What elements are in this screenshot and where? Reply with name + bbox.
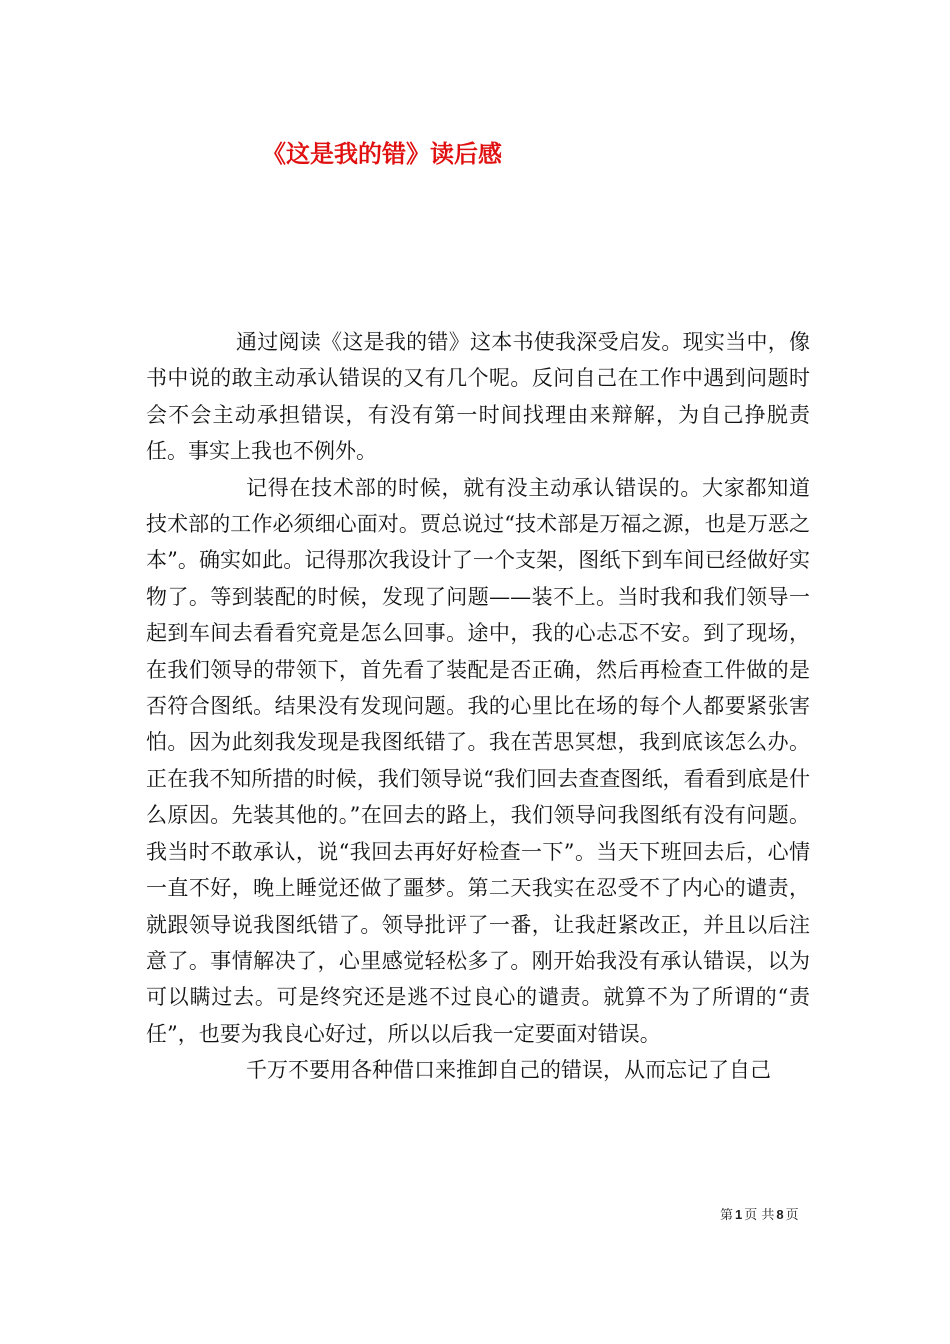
footer-suffix: 页 [785, 1208, 799, 1223]
footer-middle: 页 共 [744, 1208, 775, 1223]
footer-page-number: 1 [735, 1207, 743, 1222]
paragraph-1: 通过阅读《这是我的错》这本书使我深受启发。现实当中，像书中说的敢主动承认错误的又有几个呢。反问自己在工作中遇到问题时会不会主动承担错误，有没有第一时间找理由来辩解，为自己挣脱责任。事实上我也不例外。 [146, 330, 810, 464]
footer-total-pages: 8 [776, 1207, 784, 1222]
document-title: 《这是我的错》读后感 [262, 139, 502, 168]
document-body [146, 324, 810, 1089]
document-title-row [0, 134, 950, 169]
footer-prefix: 第 [720, 1208, 734, 1223]
paragraph-2: 记得在技术部的时候，就有没主动承认错误的。大家都知道技术部的工作必须细心面对。贾总说过“技术部是万福之源，也是万恶之本”。确实如此。记得那次我设计了一个支架，图纸下到车间已经做好实物了。等到装配的时候，发现了问题——装不上。当时我和我们领导一起到车间去看看究竟是怎么回事。途中，我的心忐忑不安。到了现场，在我们领导的带领下，首先看了装配是否正确，然后再检查工件做的是否符合图纸。结果没有发现问题。我的心里比在场的每个人都要紧张害怕。因为此刻我发现是我图纸错了。我在苦思冥想，我到底该怎么办。正在我不知所措的时候，我们领导说“我们回去查查图纸，看看到底是什么原因。先装其他的。”在回去的路上，我们领导问我图纸有没有问题。我当时不敢承认，说“我回去再好好检查一下”。当天下班回去后，心情一直不好，晚上睡觉还做了噩梦。第二天我实在忍受不了内心的谴责，就跟领导说我图纸错了。领导批评了一番，让我赶紧改正，并且以后注意了。事情解决了，心里感觉轻松多了。刚开始我没有承认错误，以为可以瞒过去。可是终究还是逃不过良心的谴责。就算不为了所谓的“责任”，也要为我良心好过，所以以后我一定要面对错误。 [146, 475, 810, 1046]
paragraph-3: 千万不要用各种借口来推卸自己的错误，从而忘记了自己 [246, 1058, 771, 1083]
page-footer [720, 1204, 799, 1223]
